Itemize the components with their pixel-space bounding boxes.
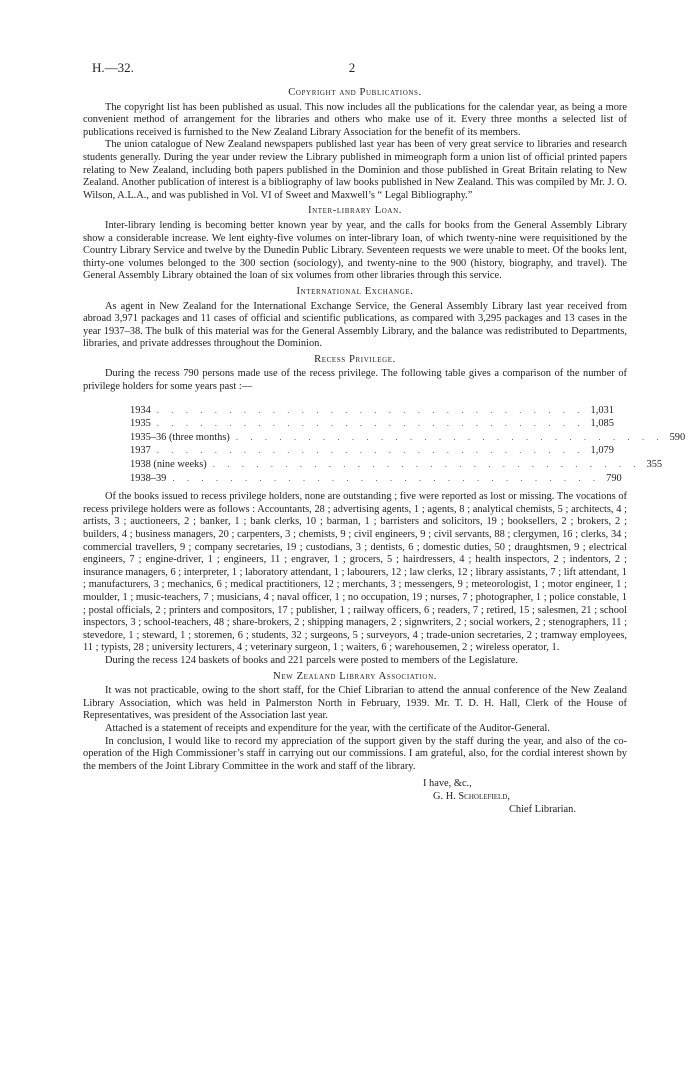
table-year: 1934 <box>130 404 151 416</box>
table-value: 355 <box>646 459 663 471</box>
closing-line: I have, &c., <box>423 778 472 790</box>
table-year: 1938 (nine weeks) <box>130 459 207 471</box>
table-row <box>130 444 614 458</box>
section-heading-interlibrary: Inter-library Loan. <box>307 205 402 217</box>
paragraph: Attached is a statement of receipts and expenditure for the year, with the certificate of the Auditor-General. <box>105 722 550 734</box>
section-heading-recess: Recess Privilege. <box>314 353 396 365</box>
signatory-name: G. H. Scholefield, <box>433 791 510 803</box>
section-heading-copyright: Copyright and Publications. <box>288 87 422 98</box>
table-value: 1,079 <box>590 445 614 457</box>
table-row <box>130 472 622 486</box>
table-row <box>130 431 686 445</box>
table-year: 1938–39 <box>130 472 167 484</box>
page-header <box>92 60 640 76</box>
table-year: 1937 <box>130 445 151 457</box>
signatory-title: Chief Librarian. <box>509 804 576 816</box>
section-heading-exchange: International Exchange. <box>296 285 414 297</box>
paragraph: The copyright list has been published as usual. This now includes all the publications for the calendar year, as being a more convenient method of arrangement for the libraries and others who make use of it. Every three months a selected list of publications received is furnished to the New Zealand Library Association for the benefit of its members. <box>83 101 627 138</box>
table-row <box>130 404 614 418</box>
paragraph: In conclusion, I would like to record my appreciation of the support given by the staff during the year, and also of the co-operation of the High Commissioner’s staff in carrying out our commissions. I am grateful, also, for the cordial interest shown by the members of the Joint Library Committee in the work and staff of the library. <box>83 735 627 772</box>
table-year: 1935 <box>130 418 151 430</box>
leader-dots: . . . . . . . . . . . . . . . . . . . . . . . . . . . . . . <box>156 404 585 415</box>
table-value: 1,085 <box>590 418 614 430</box>
paragraph: During the recess 124 baskets of books and 221 parcels were posted to members of the Legislature. <box>105 654 518 666</box>
leader-dots: . . . . . . . . . . . . . . . . . . . . . . . . . . . . . . <box>172 472 601 483</box>
leader-dots: . . . . . . . . . . . . . . . . . . . . . . . . . . . . . . <box>212 459 641 470</box>
privilege-holders-table <box>130 404 686 486</box>
paragraph: It was not practicable, owing to the short staff, for the Chief Librarian to attend the annual conference of the New Zealand Library Association, which was held in Palmerston North in February, 1939. Mr. T. D. H. Hall, Clerk of the House of Representatives, was president of the Association last year. <box>83 685 627 722</box>
table-value: 1,031 <box>590 404 614 416</box>
leader-dots: . . . . . . . . . . . . . . . . . . . . . . . . . . . . . . <box>156 418 585 429</box>
table-row <box>130 417 614 431</box>
paragraph: The union catalogue of New Zealand newspapers published last year has been of very great service to libraries and research students generally. During the year under review the Library published in mimeograph form a union list of official printed papers relating to New Zealand, including both papers published in the Dominion and those published in Great Britain relating to New Zealand. Another publication of interest is a bibliography of law books published in New Zealand. This was compiled by Mr. J. O. Wilson, A.L.A., and was published in Vol. VI of Sweet and Maxwell’s “ Legal Bibliography.” <box>83 139 627 201</box>
report-body <box>83 84 686 816</box>
section-heading-nzla: New Zealand Library Association. <box>272 670 437 682</box>
leader-dots: . . . . . . . . . . . . . . . . . . . . . . . . . . . . . . <box>235 431 664 442</box>
paragraph: During the recess 790 persons made use of the recess privilege. The following table gives a comparison of the number of privilege holders for some years past :— <box>83 368 627 393</box>
paragraph: Of the books issued to recess privilege holders, none are outstanding ; five were reported as lost or missing. The vocations of recess privilege holders were as follows : Accountants, 28 ; advertising agents, 1 ; agents, 8 ; analytical chemists, 5 ; architects, 4 ; artists, 3 ; auctioneers, 2 ; banker, 1 ; bank clerks, 10 ; barman, 1 ; barristers and solicitors, 19 ; booksellers, 2 ; brokers, 2 ; builders, 4 ; business managers, 20 ; carpenters, 3 ; chemists, 9 ; civil engineers, 9 ; civil servants, 88 ; clergymen, 16 ; clerks, 34 ; commercial travellers, 9 ; company secretaries, 19 ; custodians, 3 ; dentists, 6 ; domestic duties, 50 ; draughtsmen, 9 ; electrical engineers, 7 ; engine-driver, 1 ; engineers, 11 ; engraver, 1 ; grocers, 5 ; hairdressers, 4 ; health inspectors, 2 ; indentors, 2 ; insurance managers, 6 ; interpreter, 1 ; laboratory attendant, 1 ; labourers, 12 ; law clerks, 12 ; library assistants, 7 ; lift attendant, 1 ; manufacturers, 3 ; mechanics, 6 ; medical practitioners, 12 ; merchants, 3 ; messengers, 9 ; meteorologist, 1 ; motor engineer, 1 ; moulder, 1 ; music-teachers, 7 ; musicians, 4 ; naval officer, 1 ; no occupation, 19 ; nurses, 7 ; photographer, 1 ; police constable, 1 ; postal officials, 2 ; printers and compositors, 17 ; publisher, 1 ; railway officers, 6 ; readers, 7 ; retired, 15 ; salesmen, 21 ; school inspectors, 3 ; school-teachers, 48 ; share-brokers, 2 ; shipping managers, 2 ; signwriters, 2 ; social workers, 2 ; stenographers, 11 ; stevedore, 1 ; steward, 1 ; storemen, 6 ; students, 32 ; surgeons, 5 ; surveyors, 4 ; trade-union secretaries, 2 ; tramway employees, 11 ; typists, 28 ; university lecturers, 4 ; veterinary surgeon, 1 ; waiters, 6 ; warehousemen, 2 ; wireless operator, 1. <box>83 491 627 654</box>
document-reference: H.—32. <box>92 60 134 75</box>
paragraph: Inter-library lending is becoming better known year by year, and the calls for books from the General Assembly Library show a considerable increase. We lent eighty-five volumes on inter-library loan, of which twenty-nine were requisitioned by the Country Library Service and twelve by the Dunedin Public Library. Seventeen requests we were unable to meet. Of the books lent, thirty-one volumes belonged to the 300 section (sociology), and twenty-nine to the 900 (history, biography, and travel). The General Assembly Library obtained the loan of six volumes from other libraries through this service. <box>83 219 627 282</box>
paragraph: As agent in New Zealand for the International Exchange Service, the General Assembly Library last year received from abroad 3,971 packages and 11 cases of official and scientific publications, as compared with 3,295 packages and 13 cases in the year 1937–38. The bulk of this material was for the General Assembly Library, and the balance was redistributed to Departments, libraries, and private addresses throughout the Dominion. <box>83 300 627 350</box>
table-value: 590 <box>669 431 686 443</box>
signature-block <box>83 777 627 816</box>
leader-dots: . . . . . . . . . . . . . . . . . . . . . . . . . . . . . . <box>156 445 585 456</box>
table-row <box>130 458 663 472</box>
page-number: 2 <box>348 60 356 75</box>
table-value: 790 <box>606 472 622 484</box>
table-year: 1935–36 (three months) <box>130 431 230 443</box>
